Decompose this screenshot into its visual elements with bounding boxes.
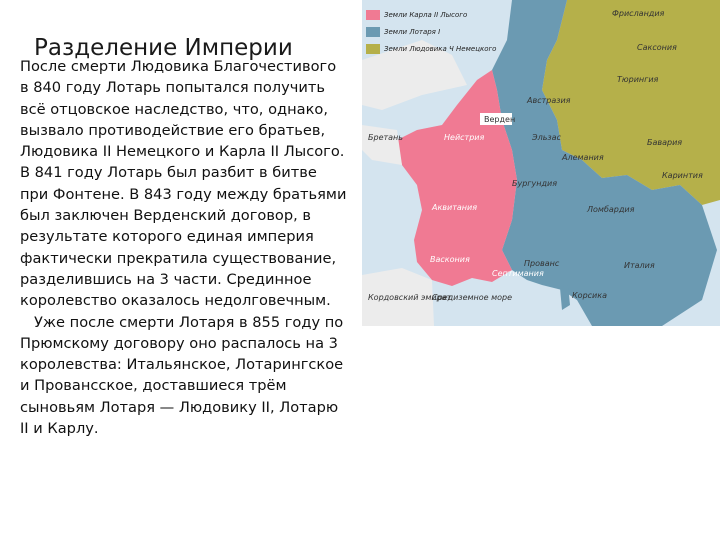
label-thuringia: Тюрингия xyxy=(617,75,659,84)
label-cordoba: Кордовский эмират xyxy=(368,293,452,302)
label-brittany: Бретань xyxy=(368,133,403,142)
label-saxonia: Саксония xyxy=(637,43,677,52)
label-verdun: Верден xyxy=(484,115,516,124)
label-frisland: Фрисландия xyxy=(612,9,665,18)
label-alsace: Эльзас xyxy=(532,133,561,142)
legend-swatch-charles xyxy=(366,10,380,20)
legend-label-louis: Земли Людовика Ч Немецкого xyxy=(384,45,497,53)
label-burgundy: Бургундия xyxy=(512,179,558,188)
paragraph-2: Уже после смерти Лотаря в 855 году по Прюмскому договору оно распалось на 3 королевства: Итальянское, Лотарингское и Провансское, доставшиеся трём сыновьям Лотаря — Людовику II, Лотарю II и Карлу. xyxy=(20,313,344,438)
label-alemannia: Алемания xyxy=(562,153,604,162)
legend-swatch-lothair xyxy=(366,27,380,37)
label-carinthia: Каринтия xyxy=(662,171,703,180)
label-provence: Прованс xyxy=(524,259,560,268)
label-gascony: Васкония xyxy=(430,255,470,264)
legend-swatch-louis xyxy=(366,44,380,54)
label-mediterranean: Средиземное море xyxy=(432,293,513,302)
paragraph-1: После смерти Людовика Благочестивого в 840 году Лотарь попытался получить всё отцовское наследство, что, однако, вызвало противодействие его братьев, Людовика II Немецкого и Карла II Лысого. В 841 году Лотарь был разбит в битве при Фонтене. В 843 году между братьями был заключен Верденский договор, в результате которого единая империя фактически прекратила существование, разделившись на 3 части. Срединное королевство оказалось недолговечным. xyxy=(20,58,347,310)
legend-label-charles: Земли Карла II Лысого xyxy=(384,11,468,19)
slide-title: Разделение Империи xyxy=(34,35,293,62)
label-austrasia: Австразия xyxy=(527,96,571,105)
label-septimania: Септимания xyxy=(492,269,544,278)
label-corsica: Корсика xyxy=(572,291,607,300)
legend-label-lothair: Земли Лотаря I xyxy=(384,28,441,36)
label-aquitaine: Аквитания xyxy=(432,203,478,212)
label-neustria: Нейстрия xyxy=(444,133,485,142)
verdun-treaty-map xyxy=(362,0,720,326)
body-text xyxy=(20,56,348,439)
map-svg xyxy=(362,0,720,326)
label-bavaria: Бавария xyxy=(647,138,683,147)
label-italy: Италия xyxy=(624,261,655,270)
label-lombardy: Ломбардия xyxy=(587,205,635,214)
